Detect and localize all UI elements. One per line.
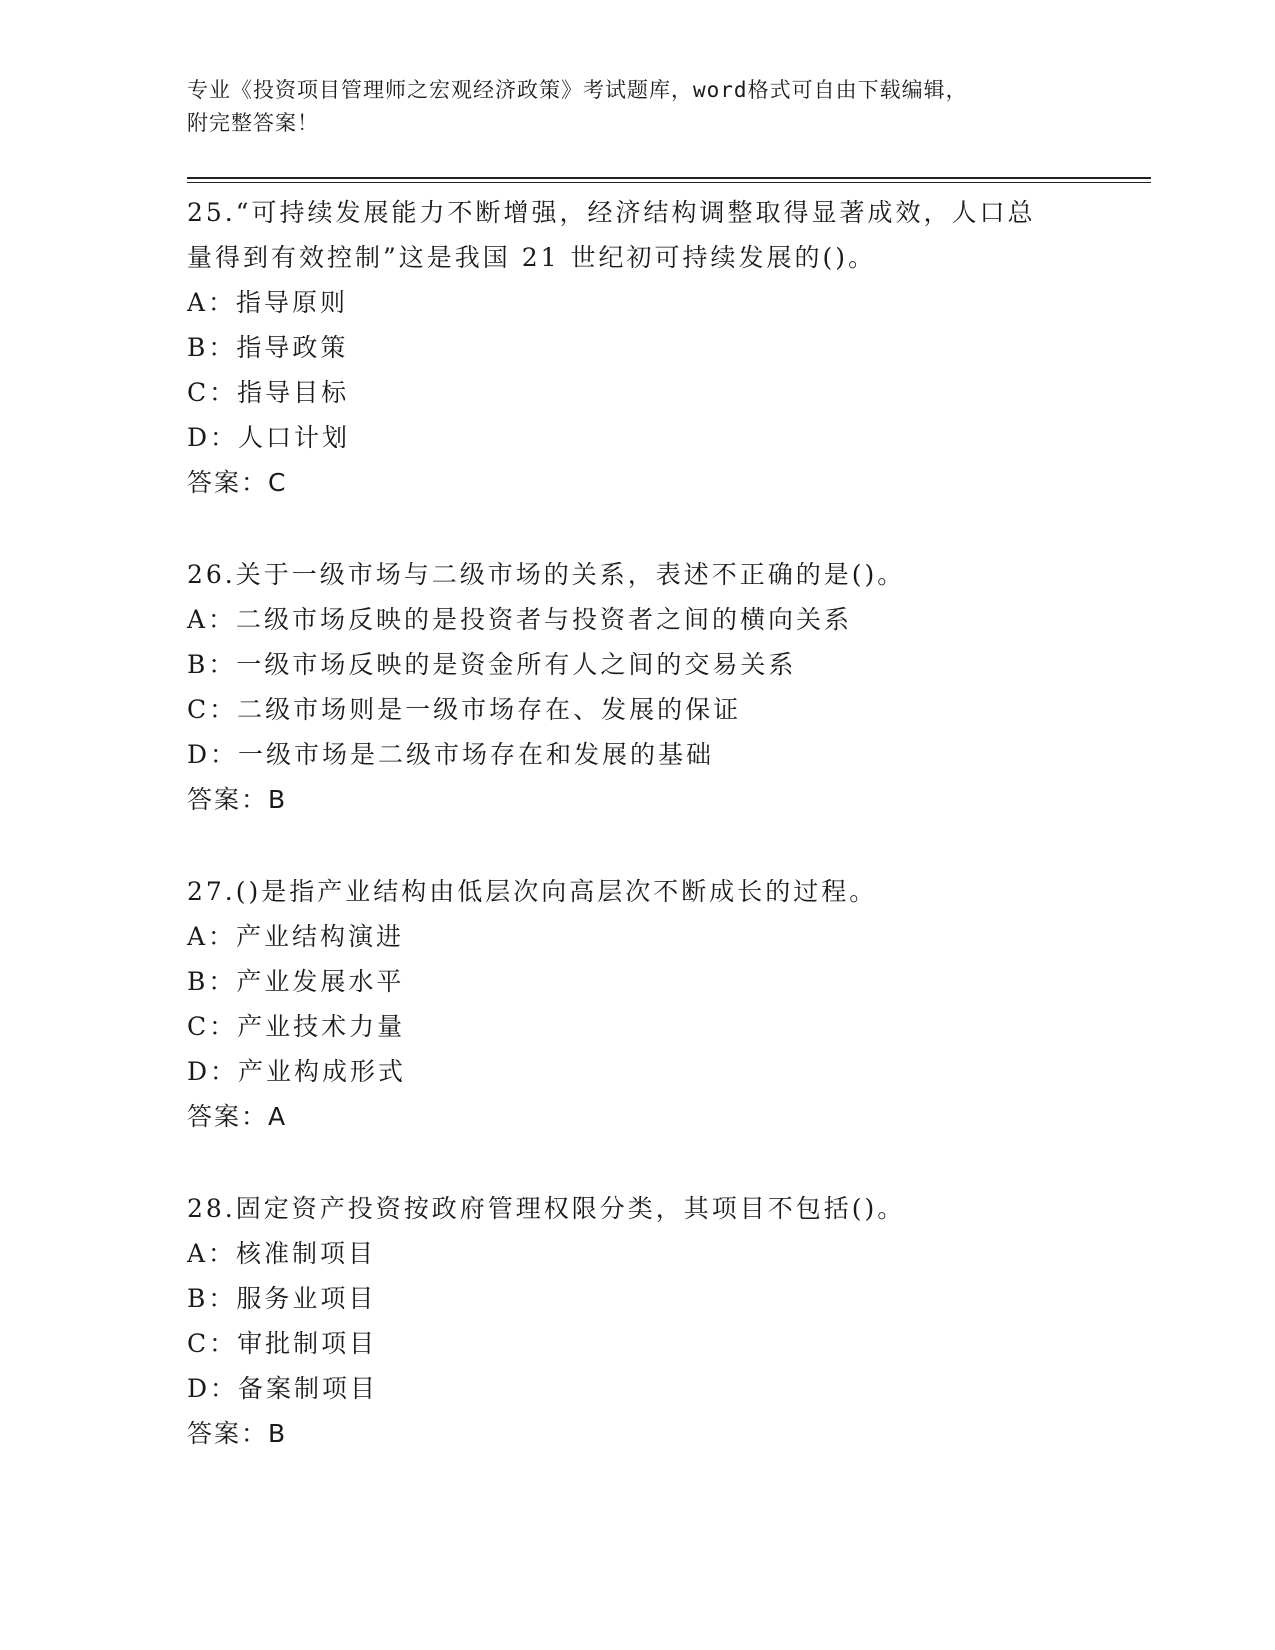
question-27	[187, 869, 1147, 1139]
question-text-line: 28.固定资产投资按政府管理权限分类，其项目不包括()。	[187, 1194, 906, 1223]
question-text-line: 26.关于一级市场与二级市场的关系，表述不正确的是()。	[187, 560, 906, 589]
option-a: A：核准制项目	[187, 1239, 377, 1268]
option-c: C：审批制项目	[187, 1329, 378, 1358]
option-a: A：产业结构演进	[187, 922, 405, 951]
question-list	[187, 190, 1147, 1503]
answer-line: 答案：C	[187, 468, 288, 497]
question-26	[187, 552, 1147, 822]
option-c: C：指导目标	[187, 378, 350, 407]
option-b: B：服务业项目	[187, 1284, 377, 1313]
answer-line: 答案：B	[187, 785, 288, 814]
option-c: C：产业技术力量	[187, 1012, 406, 1041]
header-line-2: 附完整答案！	[187, 111, 319, 135]
header-divider-thin	[187, 182, 1151, 183]
question-text-line: 量得到有效控制”这是我国 21 世纪初可持续发展的()。	[187, 243, 876, 272]
option-a: A：指导原则	[187, 288, 349, 317]
question-text-line: 27.()是指产业结构由低层次向高层次不断成长的过程。	[187, 877, 878, 906]
document-header	[187, 74, 1087, 140]
question-text-line: 25.“可持续发展能力不断增强，经济结构调整取得显著成效，人口总	[187, 198, 1036, 227]
option-d: D：备案制项目	[187, 1374, 379, 1403]
question-25	[187, 190, 1147, 505]
option-b: B：指导政策	[187, 333, 349, 362]
option-c: C：二级市场则是一级市场存在、发展的保证	[187, 695, 742, 724]
answer-line: 答案：A	[187, 1102, 288, 1131]
option-b: B：产业发展水平	[187, 967, 405, 996]
option-a: A：二级市场反映的是投资者与投资者之间的横向关系	[187, 605, 853, 634]
option-d: D：产业构成形式	[187, 1057, 407, 1086]
header-divider-thick	[187, 177, 1151, 179]
question-28	[187, 1186, 1147, 1456]
header-line-1: 专业《投资项目管理师之宏观经济政策》考试题库，word格式可自由下载编辑，	[187, 78, 968, 102]
option-b: B：一级市场反映的是资金所有人之间的交易关系	[187, 650, 797, 679]
answer-line: 答案：B	[187, 1419, 288, 1448]
option-d: D：一级市场是二级市场存在和发展的基础	[187, 740, 715, 769]
option-d: D：人口计划	[187, 423, 351, 452]
